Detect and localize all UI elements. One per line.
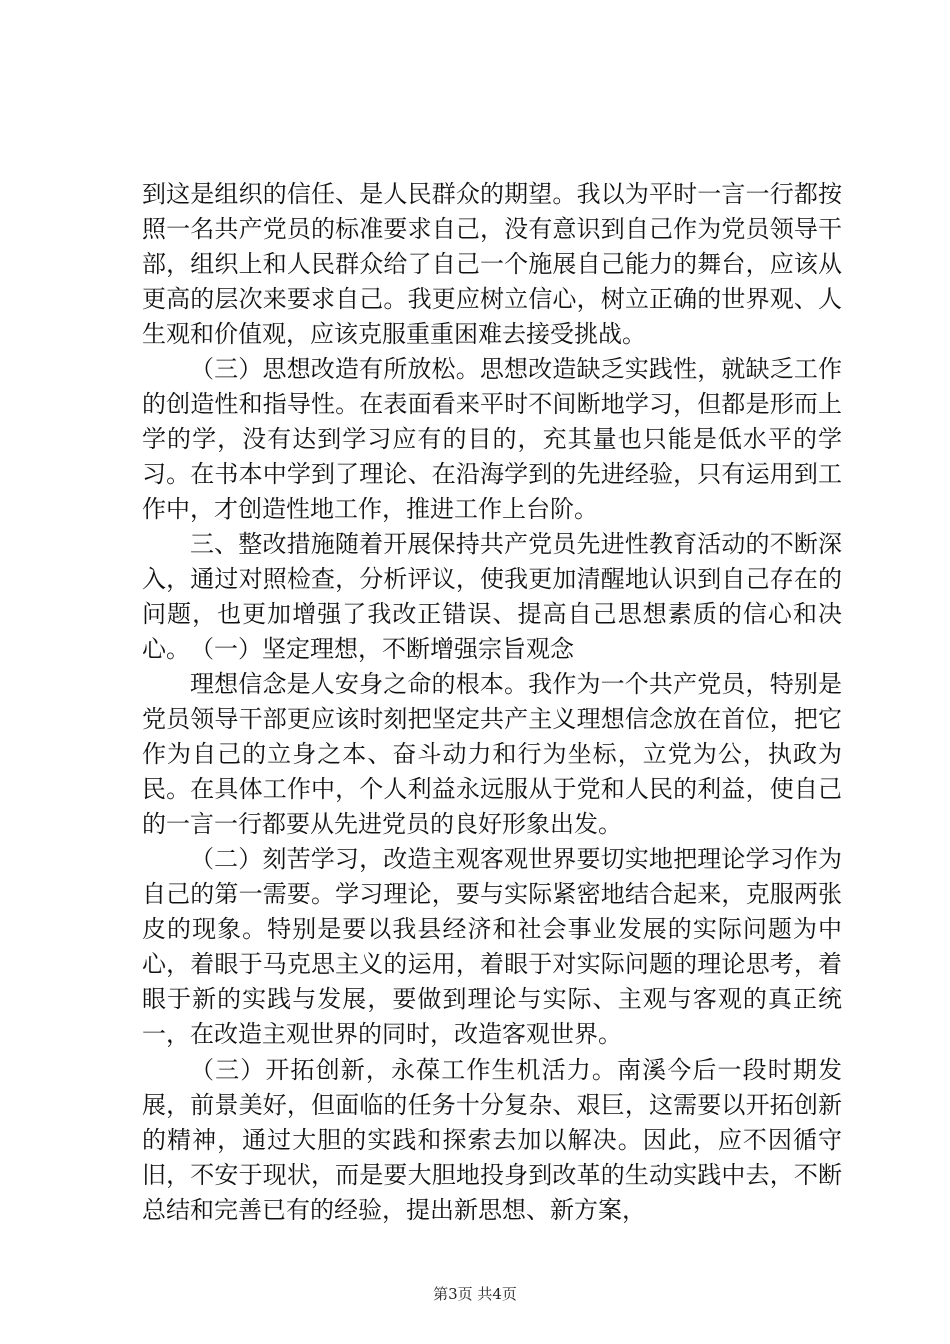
paragraph-continuation: 到这是组织的信任、是人民群众的期望。我以为平时一言一行都按照一名共产党员的标准要求自己，没有意识到自己作为党员领导干部，组织上和人民群众给了自己一个施展自己能力的舞台，应该从更高的层次来要求自己。我更应树立信心，树立正确的世界观、人生观和价值观，应该克服重重困难去接受挑战。 — [142, 180, 842, 348]
paragraph-diligent-study: （二）刻苦学习，改造主观客观世界要切实地把理论学习作为自己的第一需要。学习理论，要与实际紧密地结合起来，克服两张皮的现象。特别是要以我县经济和社会事业发展的实际问题为中心，着眼于马克思主义的运用，着眼于对实际问题的理论思考，着眼于新的实践与发展，要做到理论与实际、主观与客观的真正统一，在改造主观世界的同时，改造客观世界。 — [142, 845, 842, 1048]
subheading-firm-ideals: （一）坚定理想，不断增强宗旨观念 — [190, 635, 574, 663]
paragraph-rectification-measures: 三、整改措施随着开展保持共产党员先进性教育活动的不断深入，通过对照检查，分析评议，使我更加清醒地认识到自己存在的问题，也更加增强了我改正错误、提高自己思想素质的信心和决心。 — [142, 530, 842, 663]
paragraph-ideological-reform: （三）思想改造有所放松。思想改造缺乏实践性，就缺乏工作的创造性和指导性。在表面看来平时不间断地学习，但都是形而上学的学，没有达到学习应有的目的，充其量也只能是低水平的学习。在书本中学到了理论、在沿海学到的先进经验，只有运用到工作中，才创造性地工作，推进工作上台阶。 — [142, 355, 842, 523]
paragraph-ideals-beliefs: 理想信念是人安身之命的根本。我作为一个共产党员，特别是党员领导干部更应该时刻把坚定共产主义理想信念放在首位，把它作为自己的立身之本、奋斗动力和行为坐标，立党为公，执政为民。在具体工作中，个人利益永远服从于党和人民的利益，使自己的一言一行都要从先进党员的良好形象出发。 — [142, 670, 842, 838]
page-number-footer: 第3页 共4页 — [433, 1285, 517, 1303]
paragraph-innovation: （三）开拓创新，永葆工作生机活力。南溪今后一段时期发展，前景美好，但面临的任务十分复杂、艰巨，这需要以开拓创新的精神，通过大胆的实践和探索去加以解决。因此，应不因循守旧，不安于现状，而是要大胆地投身到改革的生动实践中去，不断总结和完善已有的经验，提出新思想、新方案， — [142, 1056, 842, 1224]
